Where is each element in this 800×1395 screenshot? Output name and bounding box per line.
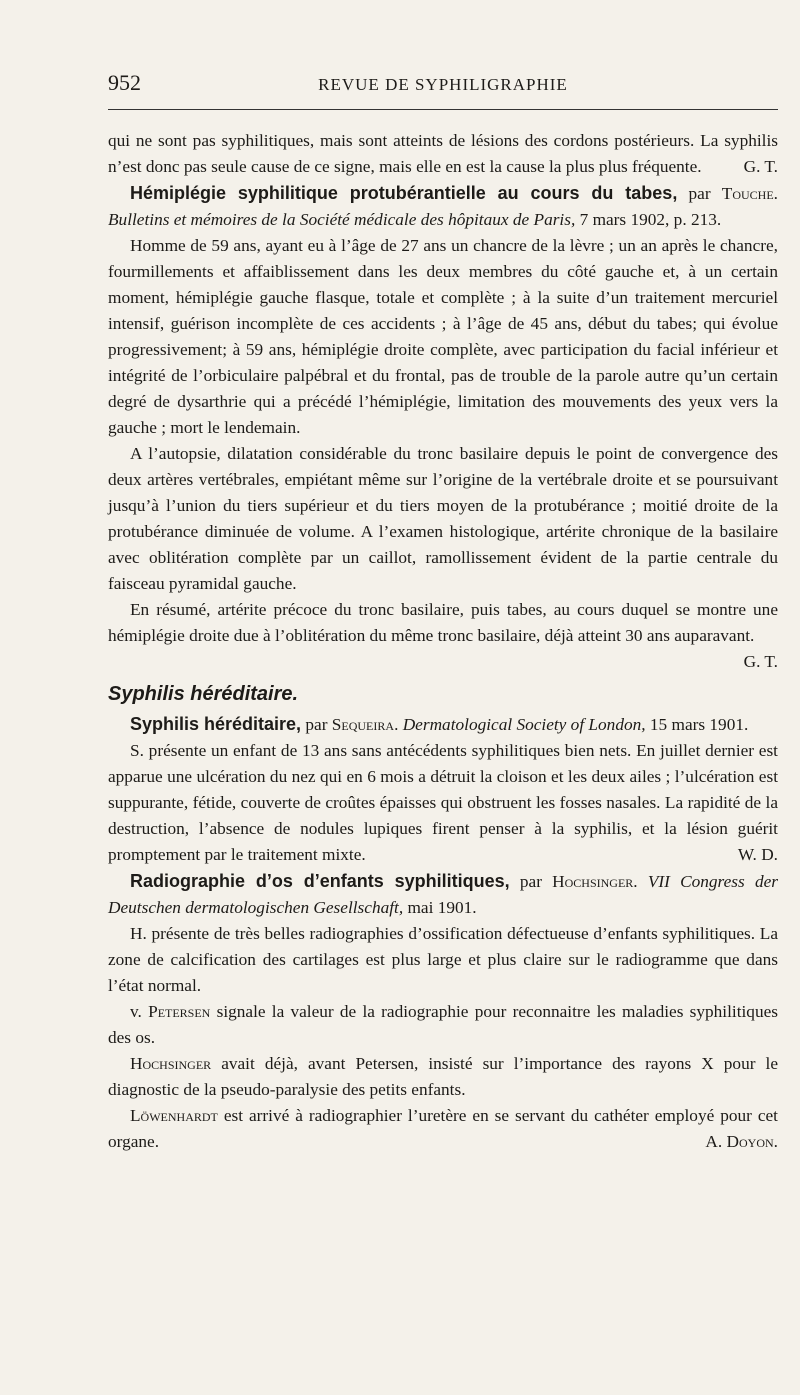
- article-date: mai 1901.: [403, 898, 477, 917]
- signature-name: Doyon.: [726, 1132, 778, 1151]
- paragraph: A l’autopsie, dilatation considérable du tronc basilaire depuis le point de convergence des deux artères vertébrales, empiétant même sur l’origine de la vertébrale droite et se poursuivant jusqu’à l’union du tiers supérieur et du tiers moyen de la protubérance ; moitié droite de la protubérance diminuée de volume. A l’examen histologique, artérite chronique de la basilaire avec oblitération complète par un caillot, ramollissement évident de la partie centrale du faisceau pyramidal gauche.: [108, 444, 778, 593]
- paragraph-continuation: [108, 128, 778, 180]
- page-number: 952: [108, 70, 141, 95]
- by-word: par: [677, 184, 722, 203]
- paragraph: [108, 1051, 778, 1103]
- paragraph-text: S. présente un enfant de 13 ans sans antécédents syphilitiques bien nets. En juillet dernier est apparue une ulcération du nez qui en 6 mois a détruit la cloison et les deux ailes ; l’ulcération est suppurante, fétide, couverte de croûtes épaisses qui obstruent les fosses nasales. La rapidité de la destruction, l’absence de nodules lupiques firent penser à la syphilis, et la lésion guérit promptement par le traitement mixte.: [108, 741, 778, 864]
- article-heading-hemiplegie: Hémiplégie syphilitique protubérantielle au cours du tabes, par Touche. Bulletins et mémoires de la Société médicale des hôpitaux de Paris, 7 mars 1902, p. 213.: [108, 183, 778, 229]
- person-name: Löwenhardt: [130, 1106, 218, 1125]
- article-author: Hochsinger.: [552, 872, 638, 891]
- running-title: REVUE DE SYPHILIGRAPHIE: [318, 75, 568, 94]
- paragraph-text: qui ne sont pas syphilitiques, mais sont atteints de lésions des cordons postérieurs. La syphilis n’est donc pas seule cause de ce signe, mais elle en est la cause la plus plus fréquente.: [108, 131, 778, 176]
- name-prefix: v.: [130, 1002, 149, 1021]
- paragraph-text: avait déjà, avant Petersen, insisté sur l’importance des rayons X pour le diagnostic de la pseudo-paralysie des petits enfants.: [108, 1054, 778, 1099]
- article-body: [108, 128, 778, 1155]
- article-journal: Dermatological Society of London,: [402, 715, 646, 734]
- article-author: Sequeira: [331, 715, 395, 734]
- signature: G. T.: [743, 157, 778, 176]
- person-name: Hochsinger: [130, 1054, 212, 1073]
- page-header: [108, 70, 778, 100]
- paragraph-text: signale la valeur de la radiographie pour reconnaitre les maladies syphilitiques des os.: [108, 1002, 778, 1047]
- article-journal: Bulletins et mémoires de la Société médicale des hôpitaux de Paris,: [108, 210, 576, 229]
- paragraph: [108, 597, 778, 675]
- article-title: Radiographie d’os d’enfants syphilitiques,: [130, 871, 510, 891]
- article-date: 7 mars 1902, p. 213.: [575, 210, 722, 229]
- paragraph-text: est arrivé à radiographier l’uretère en se servant du cathéter employé pour cet organe.: [108, 1106, 778, 1151]
- article-title: Hémiplégie syphilitique protubérantielle au cours du tabes,: [130, 183, 678, 203]
- article-author: Touche: [721, 184, 774, 203]
- signature: W. D.: [737, 845, 778, 864]
- signature: [683, 1129, 778, 1155]
- article-title: Syphilis héréditaire,: [130, 714, 302, 734]
- by-word: par: [301, 715, 332, 734]
- paragraph: H. présente de très belles radiographies d’ossification défectueuse d’enfants syphilitiques. La zone de calcification des cartilages est plus large et plus claire sur le radiogramme que dans l’état normal.: [108, 924, 778, 995]
- paragraph: Homme de 59 ans, ayant eu à l’âge de 27 ans un chancre de la lèvre ; un an après le chancre, fourmillements et affaiblissement dans les deux membres du côté gauche et, à un certain moment, hémiplégie gauche flasque, totale et complète ; à la suite d’un traitement mercuriel intensif, guérison incomplète de ces accidents ; à l’âge de 45 ans, début du tabes; qui évolue progressivement; à 59 ans, hémiplégie droite complète, avec participation du facial inférieur et intégrité de l’orbiculaire palpébral et du frontal, pas de trouble de la parole autre qu’un certain degré de dysarthrie qui a précédé l’hémiplégie, limitation des mouvements des yeux vers la gauche ; mort le lendemain.: [108, 236, 778, 437]
- paragraph: [108, 1103, 778, 1155]
- article-journal: VII Congress der Deutschen dermatologischen Gesellschaft,: [108, 872, 778, 917]
- person-name: Petersen: [148, 1002, 211, 1021]
- signature: G. T.: [743, 652, 778, 671]
- article-date: 15 mars 1901.: [645, 715, 749, 734]
- by-word: par: [509, 872, 553, 891]
- signature-initial: A.: [705, 1132, 727, 1151]
- header-rule: [108, 109, 778, 110]
- section-title: Syphilis héréditaire.: [108, 683, 299, 705]
- article-heading-radiographie: [108, 868, 778, 921]
- paragraph: [108, 738, 778, 868]
- paragraph: [108, 999, 778, 1051]
- article-heading-syphilis: Syphilis héréditaire, par Sequeira. Dermatological Society of London, 15 mars 1901.: [130, 714, 749, 734]
- paragraph-text: En résumé, artérite précoce du tronc basilaire, puis tabes, au cours duquel se montre une hémiplégie droite due à l’oblitération du même tronc basilaire, déjà atteint 30 ans auparavant.: [108, 600, 778, 645]
